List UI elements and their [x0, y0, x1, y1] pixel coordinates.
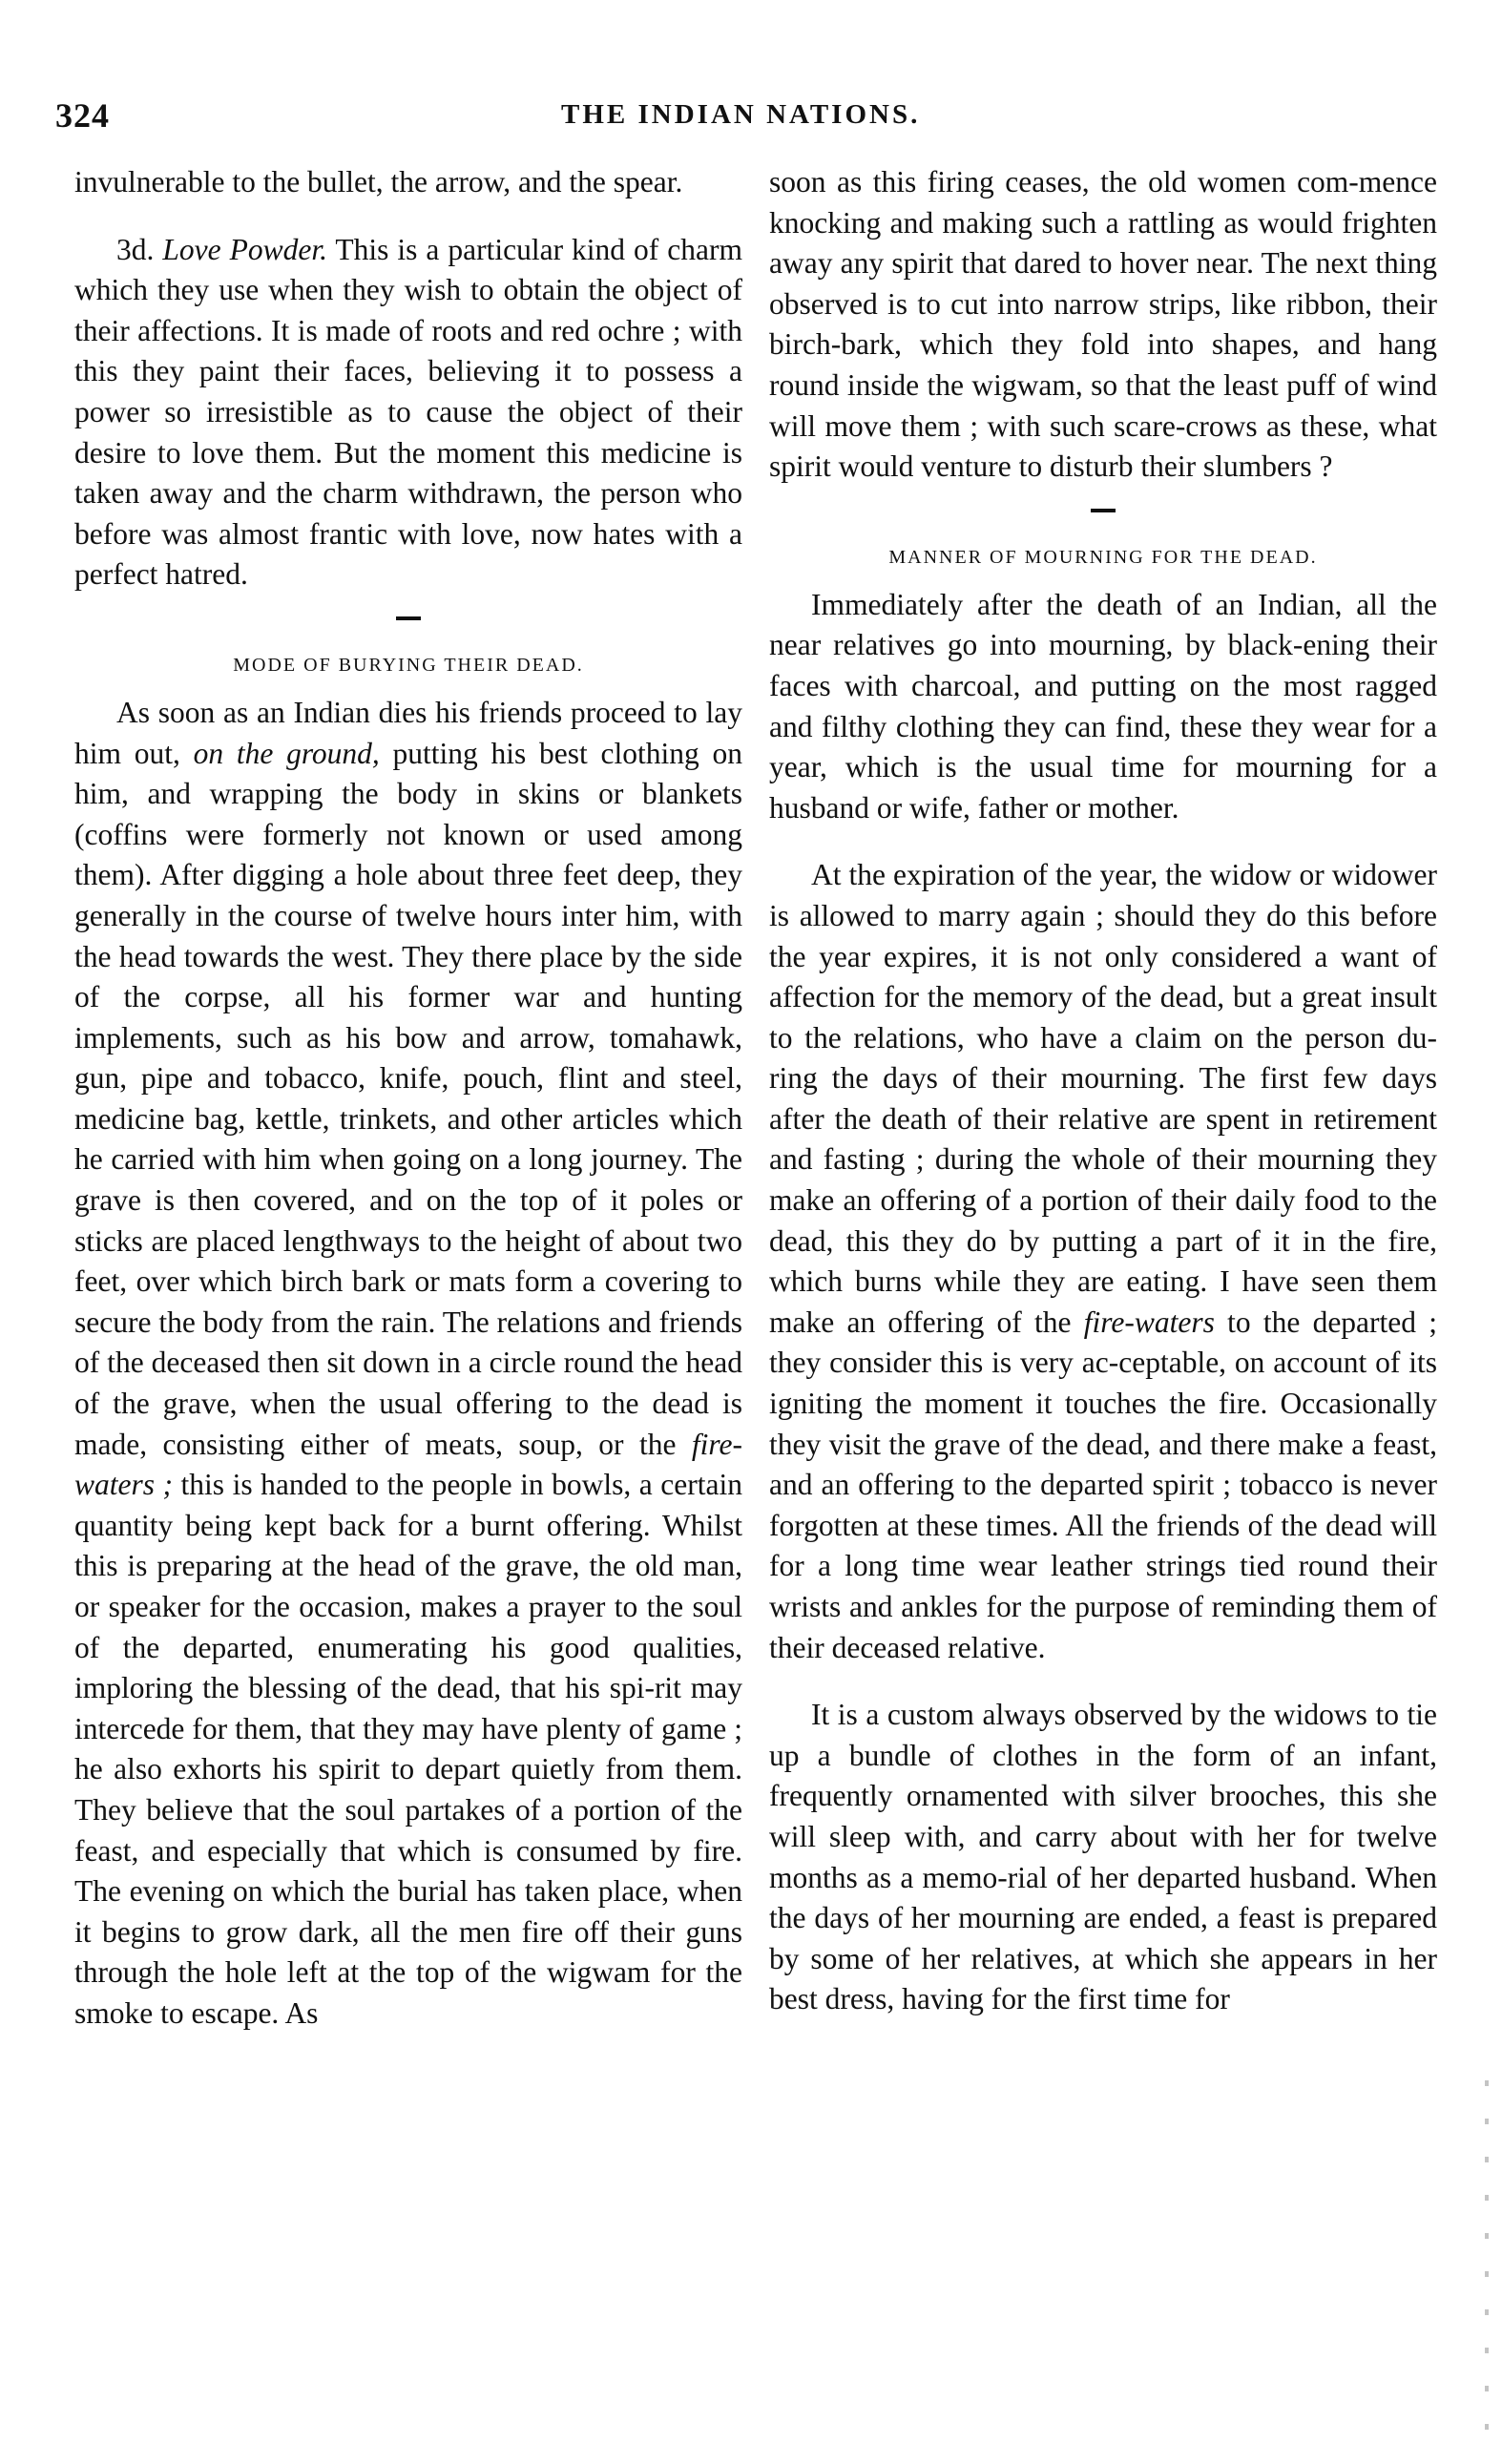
burial-text-a: As soon as an Indian dies his friends proceed to lay him out, [74, 695, 742, 770]
paragraph-invulnerable: invulnerable to the bullet, the arrow, and the spear. [74, 165, 683, 198]
paragraph-widows-custom: It is a custom always observed by the widows to tie up a bundle of clothes in the form of an infant, frequently ornamented with silver brooches, this she will sleep with, and carry about with her for twelve months as a memo-rial of her departed husband. When the days of her mourning are ended, a feast is prepared by some of her relatives, at which she appears in her best dress, having for the first time for [769, 1698, 1437, 2016]
expiration-text-a: At the expiration of the year, the widow or widower is allowed to marry again ; should they do this before the year expires, it is not only considered a want of affection for the memory of the dead, but a great insult to the relations, who have a claim on the person du-ring the days of their mourning. The first few days after the death of their relative are spent in retirement and fasting ; during the whole of their mourning they make an offering of a portion of their daily food to the dead, this they do by putting a part of it in the fire, which burns while they are eating. I have seen them make an offering of the [769, 858, 1437, 1339]
scan-edge-marks [1485, 2080, 1489, 2462]
paragraph-burial [74, 693, 742, 2035]
burial-text-b: putting his best clothing on him, and wrapping the body in skins or blankets (coffins were formerly not known or used among them). After digging a hole about three feet deep, they generally in the course of twelve hours inter him, with the head towards the west. They there place by the side of the corpse, all his former war and hunting implements, such as his bow and arrow, tomahawk, gun, pipe and tobacco, knife, pouch, flint and steel, medicine bag, kettle, trinkets, and other articles which he carried with him when going on a long journey. The grave is then covered, and on the top of it poles or sticks are placed lengthways to the height of about two feet, over which birch bark or mats form a covering to secure the body from the rain. The relations and friends of the deceased then sit down in a circle round the head of the grave, when the usual offering to the dead is made, consisting either of meats, soup, or the [74, 736, 742, 1461]
paragraph-love-powder [74, 230, 742, 595]
right-column [769, 162, 1437, 2020]
item-number: 3d. [116, 232, 163, 266]
left-column [74, 162, 742, 2035]
page-number: 324 [55, 96, 110, 135]
section-divider [396, 616, 421, 620]
expiration-text-b: to the departed ; they consider this is very ac-ceptable, on account of its igniting the moment it touches the fire. Occasionally they visit the grave of the dead, and there make a feast, and an offering to the departed spirit ; tobacco is never forgotten at these times. All the friends of the dead will for a long time wear leather strings tied round their wrists and ankles for the purpose of reminding them of their deceased relative. [769, 1305, 1438, 1664]
love-powder-text: This is a particular kind of charm which they use when they wish to obtain the object of their affections. It is made of roots and red ochre ; with this they paint their faces, believing it to possess a power so irresistible as to cause the object of their desire to love them. But the moment this medicine is taken away and the charm withdrawn, the person who before was almost frantic with love, now hates with a perfect hatred. [74, 232, 742, 592]
section-divider [1091, 509, 1116, 512]
section-heading-mourning: MANNER OF MOURNING FOR THE DEAD. [888, 546, 1318, 568]
running-title: THE INDIAN NATIONS. [561, 99, 921, 130]
burial-italic-ground: on the ground, [193, 736, 380, 770]
burial-text-c: this is handed to the people in bowls, a certain quantity being kept back for a burnt offering. Whilst this is preparing at the head of the grave, the old man, or speaker for the occasion, makes a prayer to the soul of the departed, enumerating his good qualities, imploring the blessing of the dead, that his spi-rit may intercede for them, that they may have plenty of game ; he also exhorts his spirit to depart quietly from them. They believe that the soul partakes of a portion of the feast, and especially that which is consumed by fire. The evening on which the burial has taken place, when it begins to grow dark, all the men fire off their guns through the hole left at the top of the wigwam for the smoke to escape. As [74, 1468, 742, 2030]
burial-italic-fire-waters: fire-waters ; [74, 1427, 742, 1502]
paragraph-mourning: Immediately after the death of an Indian, all the near relatives go into mourning, by black-ening their faces with charcoal, and putting on the most ragged and filthy clothing they can find, these they wear for a year, which is the usual time for mourning for a husband or wife, father or mother. [769, 587, 1437, 825]
love-powder-term: Love Powder. [162, 232, 327, 266]
page-header [55, 95, 1429, 137]
section-heading-burying: MODE OF BURYING THEIR DEAD. [233, 654, 584, 676]
paragraph-firing-ceases: soon as this firing ceases, the old women com-mence knocking and making such a rattling as would frighten away any spirit that dared to hover near. The next thing observed is to cut into narrow strips, like ribbon, their birch-bark, which they fold into shapes, and hang round inside the wigwam, so that the least puff of wind will move them ; with such scare-crows as these, what spirit would venture to disturb their slumbers ? [769, 165, 1437, 484]
paragraph-expiration [769, 855, 1437, 1668]
expiration-italic-fire-waters: fire-waters [1083, 1305, 1215, 1339]
